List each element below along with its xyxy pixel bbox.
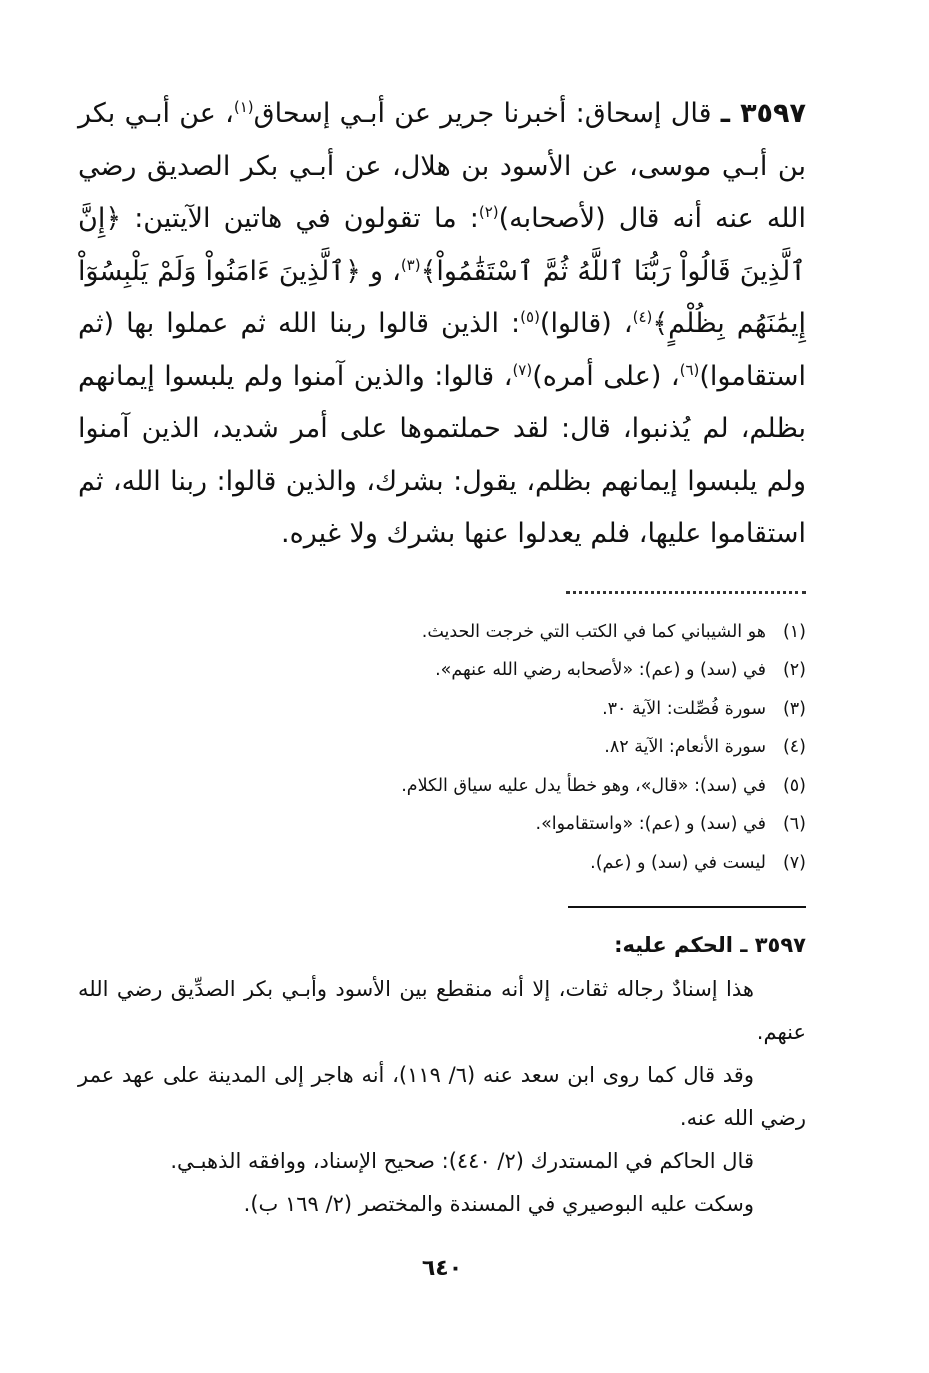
hadith-text [78,88,806,561]
ruling-heading: ٣٥٩٧ ـ الحكم عليه: [614,933,806,957]
hadith-segment: ، (على أمره) [532,360,680,392]
ruling-paragraph: وقد قال كما روى ابن سعد عنه (٦/ ١١٩)، أنه هاجر إلى المدينة على عهد عمر رضي الله عنه. [78,1063,806,1130]
footnote-text: في (سد) و (عم): «لأصحابه رضي الله عنهم». [435,660,766,680]
footnote-number: (١) [782,621,806,642]
section-divider [568,906,806,908]
hadith-segment: : الذين قالوا ربنا الله ثم عملوا بها (ثم استقاموا) [78,308,806,392]
footnote-item [78,767,806,806]
footnote-text: في (سد) و (عم): «واستقاموا». [535,814,766,834]
ruling-body [78,968,806,1226]
hadith-number: ٣٥٩٧ ـ [720,98,806,129]
hadith-segment: ، و ﴿ٱلَّذِينَ ءَامَنُواْ وَلَمْ يَلْبِسُوٓاْ إِيمَٰنَهُم بِظُلْمٍ﴾ [78,255,806,339]
footnote-text: ليست في (سد) و (عم). [590,852,766,873]
footnote-ref: (٥) [520,308,540,326]
ruling-paragraph: هذا إسنادٌ رجاله ثقات، إلا أنه منقطع بين الأسود وأبـي بكر الصدِّيق رضي الله عنهم. [78,977,806,1044]
hadith-segment: ، (قالوا) [539,308,633,339]
page-number: ٦٤٠ [421,1256,463,1281]
book-page [78,88,806,1281]
footnote-number: (٤) [782,737,806,757]
footnote-item [78,651,806,690]
hadith-segment: قال إسحاق: أخبرنا جرير عن أبـي إسحاق [253,98,712,129]
footnote-item [78,728,806,767]
footnote-separator [566,591,806,595]
footnote-number: (٦) [782,814,806,834]
hadith-segment: ، قالوا: والذين آمنوا ولم يلبسوا إيمانهم بظلم، لم يُذنبوا، قال: لقد حملتموها على أمر شديد، الذين آمنوا ولم يلبسوا إيمانهم بظلم، يقول: بشرك، والذين قالوا: ربنا الله، ثم استقاموا عليها، فلم يعدلوا عنها بشرك ولا غيره. [78,360,806,549]
footnote-text: هو الشيباني كما في الكتب التي خرجت الحديث. [421,621,766,642]
footnote-number: (٧) [782,852,806,873]
footnote-text: سورة الأنعام: الآية ٨٢. [604,737,766,757]
footnote-item [78,690,806,729]
hadith-segment: ، عن أبـي بكر بن أبـي موسى، عن الأسود بن هلال، عن أبـي بكر الصديق رضي الله عنه أنه قال (لأصحابه) [78,98,806,234]
footnote-ref: (٢) [478,203,499,221]
footnote-text: في (سد): «قال»، وهو خطأ يدل عليه سياق الكلام. [401,775,766,796]
footnote-number: (٢) [782,660,806,680]
footnote-ref: (٤) [632,308,653,326]
footnote-ref: (٣) [400,255,421,274]
footnotes-list [78,613,806,883]
footnote-ref: (١) [233,98,254,116]
hadith-segment: : ما تقولون في هاتين الآيتين: ﴿إِنَّ ٱلَّذِينَ قَالُواْ رَبُّنَا ٱللَّهُ ثُمَّ ٱسْتَقَٰمُواْ﴾ [78,203,807,287]
ruling-paragraph: وسكت عليه البوصيري في المسندة والمختصر (٢/ ١٦٩ ب). [243,1192,754,1216]
footnote-ref: (٧) [512,360,533,379]
footnote-number: (٥) [782,775,806,796]
footnote-text: سورة فُصِّلت: الآية ٣٠. [602,698,766,719]
footnote-number: (٣) [782,698,806,719]
footnote-item [78,805,806,844]
footnote-ref: (٦) [679,360,700,379]
footnote-item [78,613,806,652]
footnote-item [78,844,806,883]
ruling-paragraph: قال الحاكم في المستدرك (٢/ ٤٤٠): صحيح الإسناد، ووافقه الذهبـي. [170,1149,754,1173]
